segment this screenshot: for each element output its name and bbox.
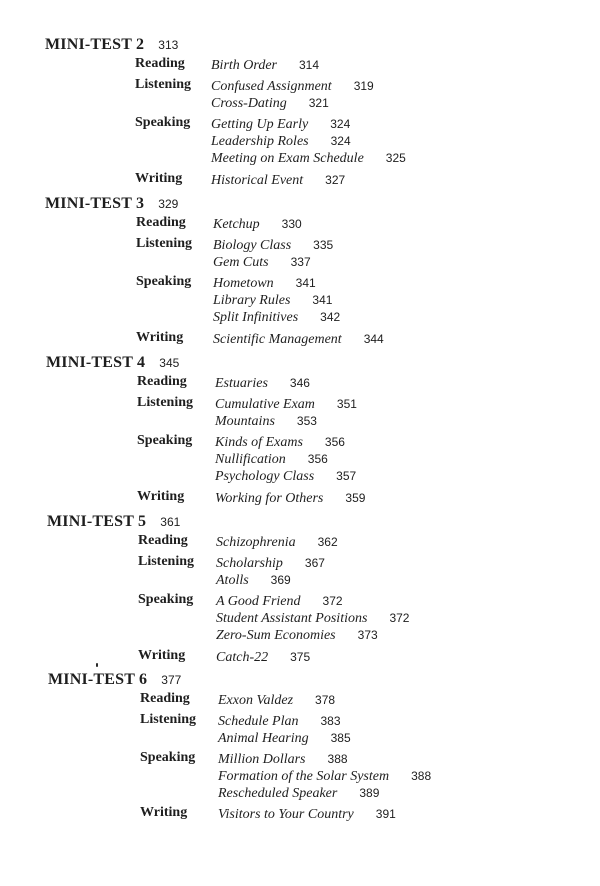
toc-entry[interactable] [216, 626, 378, 643]
mini-test-heading [48, 671, 181, 691]
entry-title: Psychology Class [215, 469, 315, 484]
entry-page-number: 330 [281, 217, 302, 231]
entry-page-number: 327 [325, 173, 346, 187]
section-label: Writing [138, 648, 186, 663]
entry-title: Cumulative Exam [215, 397, 315, 412]
section-label: Speaking [136, 274, 192, 289]
entry-title: Scholarship [216, 556, 283, 571]
entry-title: Cross-Dating [211, 96, 287, 111]
entry-title: Million Dollars [218, 752, 306, 767]
entry-title: Student Assistant Positions [216, 611, 368, 626]
toc-entry[interactable] [216, 609, 409, 626]
toc-entry[interactable] [211, 171, 345, 188]
entry-title: Split Infinitives [213, 310, 299, 325]
entry-page-number: 356 [324, 435, 345, 449]
entry-page-number: 385 [330, 731, 351, 745]
mini-test-page-number: 313 [158, 38, 179, 52]
entry-page-number: 342 [320, 310, 341, 324]
toc-entry[interactable] [213, 291, 332, 308]
toc-entry[interactable] [211, 132, 351, 149]
section-label: Reading [140, 691, 190, 706]
section-label: Writing [137, 489, 185, 504]
toc-entry[interactable] [215, 412, 317, 429]
entry-title: Exxon Valdez [218, 693, 294, 708]
entry-page-number: 351 [336, 397, 357, 411]
toc-entry[interactable] [213, 253, 311, 270]
entry-page-number: 324 [330, 134, 351, 148]
mini-test-title: MINI-TEST 4 [46, 354, 146, 371]
section-label: Listening [137, 395, 194, 410]
mini-test-heading [45, 195, 178, 215]
entry-page-number: 341 [295, 276, 316, 290]
section-label: Reading [137, 374, 187, 389]
entry-title: Nullification [215, 452, 286, 467]
entry-page-number: 391 [375, 807, 396, 821]
toc-entry[interactable] [213, 308, 340, 325]
entry-title: Visitors to Your Country [218, 807, 354, 822]
entry-page-number: 337 [290, 255, 311, 269]
toc-entry[interactable] [218, 691, 335, 708]
mini-test-title: MINI-TEST 5 [47, 513, 147, 530]
toc-entry[interactable] [215, 489, 365, 506]
entry-page-number: 324 [330, 117, 351, 131]
entry-title: Mountains [215, 414, 275, 429]
mini-test-page-number: 377 [161, 673, 182, 687]
entry-title: Formation of the Solar System [218, 769, 390, 784]
entry-page-number: 372 [389, 611, 410, 625]
entry-title: Working for Others [215, 491, 324, 506]
mini-test-title: MINI-TEST 3 [45, 195, 145, 212]
section-label: Listening [138, 554, 195, 569]
section-label: Reading [136, 215, 186, 230]
entry-title: Rescheduled Speaker [218, 786, 338, 801]
entry-page-number: 344 [363, 332, 384, 346]
mini-test-heading [47, 513, 180, 533]
section-label: Speaking [138, 592, 194, 607]
toc-entry[interactable] [216, 571, 291, 588]
toc-entry[interactable] [216, 554, 325, 571]
section-label: Speaking [140, 750, 196, 765]
toc-entry[interactable] [211, 115, 350, 132]
entry-title: Atolls [216, 573, 249, 588]
entry-title: Schedule Plan [218, 714, 299, 729]
mini-test-title: MINI-TEST 2 [45, 36, 145, 53]
mini-test-page-number: 361 [160, 515, 181, 529]
toc-entry[interactable] [213, 274, 316, 291]
entry-title: Getting Up Early [211, 117, 309, 132]
entry-page-number: 369 [270, 573, 291, 587]
entry-page-number: 375 [290, 650, 311, 664]
entry-title: Zero-Sum Economies [216, 628, 336, 643]
entry-page-number: 319 [353, 79, 374, 93]
toc-entry[interactable] [215, 450, 328, 467]
toc-entry[interactable] [211, 149, 406, 166]
entry-title: Gem Cuts [213, 255, 269, 270]
entry-page-number: 378 [315, 693, 336, 707]
toc-entry[interactable] [213, 215, 302, 232]
entry-page-number: 389 [359, 786, 380, 800]
entry-page-number: 367 [304, 556, 325, 570]
toc-entry[interactable] [215, 433, 345, 450]
entry-page-number: 383 [320, 714, 341, 728]
entry-page-number: 373 [357, 628, 378, 642]
toc-entry[interactable] [216, 533, 338, 550]
toc-entry[interactable] [215, 374, 310, 391]
section-label: Reading [135, 56, 185, 71]
toc-entry[interactable] [213, 330, 384, 347]
section-label: Listening [140, 712, 197, 727]
entry-page-number: 314 [298, 58, 320, 72]
entry-title: Confused Assignment [211, 79, 332, 94]
toc-entry[interactable] [213, 236, 333, 253]
toc-entry[interactable] [218, 767, 431, 784]
entry-page-number: 388 [327, 752, 348, 766]
entry-page-number: 356 [307, 452, 328, 466]
entry-title: Catch-22 [216, 650, 269, 665]
entry-title: Birth Order [211, 58, 277, 73]
toc-entry[interactable] [218, 805, 396, 822]
entry-title: Library Rules [213, 293, 291, 308]
section-label: Writing [140, 805, 188, 820]
mini-test-heading [45, 36, 178, 56]
toc-entry[interactable] [216, 648, 310, 665]
section-label: Listening [135, 77, 192, 92]
entry-title: Estuaries [215, 376, 268, 391]
toc-entry[interactable] [218, 784, 379, 801]
ink-speck [96, 663, 98, 667]
toc-entry[interactable] [218, 712, 341, 729]
toc-entry[interactable] [211, 77, 374, 94]
entry-page-number: 357 [336, 469, 357, 483]
entry-title: Animal Hearing [218, 731, 309, 746]
entry-page-number: 335 [313, 238, 334, 252]
entry-title: Schizophrenia [216, 535, 296, 550]
toc-entry[interactable] [211, 56, 319, 73]
section-label: Speaking [135, 115, 191, 130]
entry-title: Historical Event [211, 173, 304, 188]
entry-page-number: 359 [345, 491, 366, 505]
entry-title: Kinds of Exams [215, 435, 303, 450]
toc-entry[interactable] [215, 467, 356, 484]
mini-test-page-number: 329 [158, 197, 179, 211]
entry-page-number: 346 [289, 376, 310, 390]
entry-title: A Good Friend [216, 594, 301, 609]
entry-page-number: 372 [322, 594, 343, 608]
section-label: Speaking [137, 433, 193, 448]
entry-title: Scientific Management [213, 332, 342, 347]
mini-test-page-number: 345 [159, 356, 180, 370]
entry-page-number: 341 [312, 293, 333, 307]
entry-title: Meeting on Exam Schedule [211, 151, 364, 166]
entry-title: Leadership Roles [211, 134, 309, 149]
entry-page-number: 353 [296, 414, 317, 428]
section-label: Writing [136, 330, 184, 345]
mini-test-title: MINI-TEST 6 [48, 671, 148, 688]
toc-entry[interactable] [218, 750, 348, 767]
toc-entry[interactable] [211, 94, 329, 111]
entry-title: Ketchup [213, 217, 260, 232]
toc-entry[interactable] [218, 729, 351, 746]
entry-page-number: 325 [385, 151, 406, 165]
section-label: Listening [136, 236, 193, 251]
entry-page-number: 362 [317, 535, 338, 549]
entry-page-number: 388 [411, 769, 432, 783]
mini-test-heading [46, 354, 179, 374]
section-label: Writing [135, 171, 183, 186]
toc-entry[interactable] [216, 592, 343, 609]
toc-entry[interactable] [215, 395, 357, 412]
section-label: Reading [138, 533, 188, 548]
entry-title: Hometown [213, 276, 274, 291]
entry-title: Biology Class [213, 238, 292, 253]
entry-page-number: 321 [308, 96, 329, 110]
